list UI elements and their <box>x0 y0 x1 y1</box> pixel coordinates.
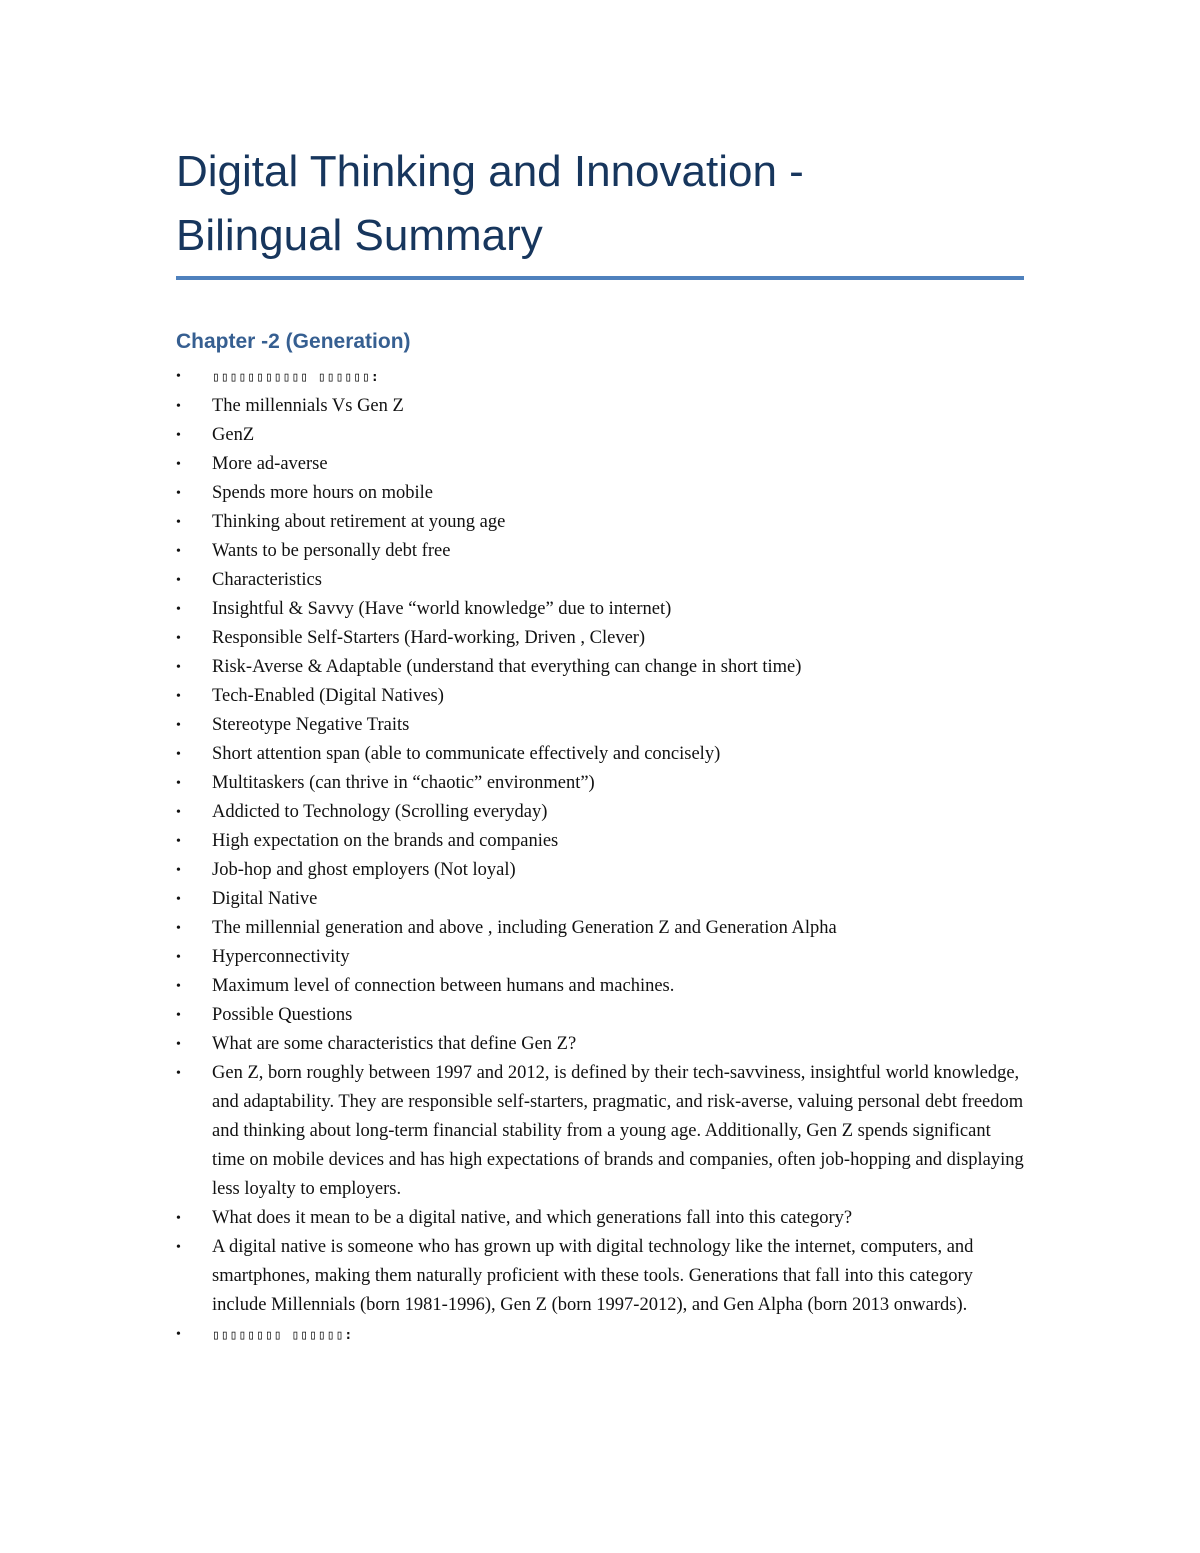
list-item <box>176 711 1026 740</box>
list-item <box>176 885 1026 914</box>
list-item <box>176 1001 1026 1030</box>
list-item-text: Stereotype Negative Traits <box>212 715 410 735</box>
list-item <box>176 798 1026 827</box>
list-item-text: Digital Native <box>212 889 318 909</box>
document-title <box>176 140 1026 268</box>
bullet-icon: • <box>176 979 181 994</box>
bullet-icon: • <box>176 776 181 791</box>
bullet-icon: • <box>176 1211 181 1226</box>
bullet-icon: • <box>176 863 181 878</box>
list-item <box>176 769 1026 798</box>
bullet-icon: • <box>176 834 181 849</box>
list-item-text: Multitaskers (can thrive in “chaotic” environment”) <box>212 773 595 793</box>
bullet-icon: • <box>176 921 181 936</box>
list-item <box>176 479 1026 508</box>
bullet-list <box>176 362 1026 1350</box>
list-item-text: Job-hop and ghost employers (Not loyal) <box>212 860 516 880</box>
list-item-text: Short attention span (able to communicate effectively and concisely) <box>212 744 721 764</box>
list-item-text: Insightful & Savvy (Have “world knowledge” due to internet) <box>212 599 672 619</box>
bullet-icon: • <box>176 1066 181 1081</box>
bullet-icon: • <box>176 1327 181 1342</box>
list-item-unrendered-text: ▯▯▯▯▯▯▯▯ ▯▯▯▯▯▯: <box>212 1328 354 1343</box>
bullet-icon: • <box>176 428 181 443</box>
bullet-icon: • <box>176 718 181 733</box>
list-item <box>176 914 1026 943</box>
list-item <box>176 1320 1026 1350</box>
list-item <box>176 943 1026 972</box>
list-item-unrendered-text: ▯▯▯▯▯▯▯▯▯▯▯ ▯▯▯▯▯▯: <box>212 370 380 385</box>
bullet-icon: • <box>176 369 181 384</box>
bullet-icon: • <box>176 544 181 559</box>
list-item-text: Spends more hours on mobile <box>212 483 433 503</box>
list-item <box>176 682 1026 711</box>
list-item-text: The millennial generation and above , including Generation Z and Generation Alpha <box>212 918 837 938</box>
list-item <box>176 1233 1026 1320</box>
list-item <box>176 450 1026 479</box>
list-item <box>176 421 1026 450</box>
list-item-text: Maximum level of connection between humans and machines. <box>212 976 675 996</box>
list-item-text: GenZ <box>212 425 255 445</box>
list-item-text: Responsible Self-Starters (Hard-working, Driven , Clever) <box>212 628 646 648</box>
bullet-icon: • <box>176 660 181 675</box>
list-item <box>176 740 1026 769</box>
list-item-text: Possible Questions <box>212 1005 353 1025</box>
bullet-icon: • <box>176 602 181 617</box>
list-item <box>176 1204 1026 1233</box>
bullet-icon: • <box>176 515 181 530</box>
list-item <box>176 827 1026 856</box>
bullet-icon: • <box>176 1008 181 1023</box>
list-item-text: Risk-Averse & Adaptable (understand that everything can change in short time) <box>212 657 802 677</box>
list-item <box>176 392 1026 421</box>
list-item <box>176 1030 1026 1059</box>
document-page <box>176 140 1026 1350</box>
list-item-text: Addicted to Technology (Scrolling everyday) <box>212 802 548 822</box>
bullet-icon: • <box>176 631 181 646</box>
bullet-icon: • <box>176 805 181 820</box>
list-item <box>176 1059 1026 1204</box>
list-item-text: Thinking about retirement at young age <box>212 512 506 532</box>
list-item <box>176 508 1026 537</box>
list-item-text: Gen Z, born roughly between 1997 and 2012, is defined by their tech-savviness, insightful world knowledge, and adaptability. They are responsible self-starters, pragmatic, and risk-averse, valuing personal debt freedom and thinking about long-term financial stability from a young age. Additionally, Gen Z spends significant time on mobile devices and has high expectations of brands and companies, often job-hopping and displaying less loyalty to employers. <box>212 1063 1024 1199</box>
bullet-icon: • <box>176 573 181 588</box>
list-item <box>176 566 1026 595</box>
document-title-line-2: Bilingual Summary <box>176 211 543 260</box>
bullet-icon: • <box>176 689 181 704</box>
list-item-text: Characteristics <box>212 570 322 590</box>
list-item <box>176 362 1026 392</box>
list-item-text: High expectation on the brands and companies <box>212 831 559 851</box>
title-underline-rule <box>176 276 1024 280</box>
document-title-line-1: Digital Thinking and Innovation - <box>176 147 804 196</box>
bullet-icon: • <box>176 747 181 762</box>
list-item <box>176 595 1026 624</box>
list-item-text: Tech-Enabled (Digital Natives) <box>212 686 444 706</box>
list-item-text: What are some characteristics that define Gen Z? <box>212 1034 577 1054</box>
list-item <box>176 972 1026 1001</box>
bullet-icon: • <box>176 457 181 472</box>
chapter-heading: Chapter -2 (Generation) <box>176 330 411 353</box>
bullet-icon: • <box>176 399 181 414</box>
list-item-text: The millennials Vs Gen Z <box>212 396 404 416</box>
list-item-text: Hyperconnectivity <box>212 947 350 967</box>
bullet-icon: • <box>176 950 181 965</box>
list-item <box>176 856 1026 885</box>
list-item <box>176 537 1026 566</box>
list-item-text: What does it mean to be a digital native, and which generations fall into this category? <box>212 1208 853 1228</box>
bullet-icon: • <box>176 486 181 501</box>
list-item <box>176 653 1026 682</box>
bullet-icon: • <box>176 1037 181 1052</box>
list-item-text: A digital native is someone who has grown up with digital technology like the internet, computers, and smartphones, making them naturally proficient with these tools. Generations that fall into this category include Millennials (born 1981-1996), Gen Z (born 1997-2012), and Gen Alpha (born 2013 onwards). <box>212 1237 974 1315</box>
bullet-icon: • <box>176 1240 181 1255</box>
bullet-icon: • <box>176 892 181 907</box>
list-item-text: More ad-averse <box>212 454 328 474</box>
list-item-text: Wants to be personally debt free <box>212 541 451 561</box>
list-item <box>176 624 1026 653</box>
